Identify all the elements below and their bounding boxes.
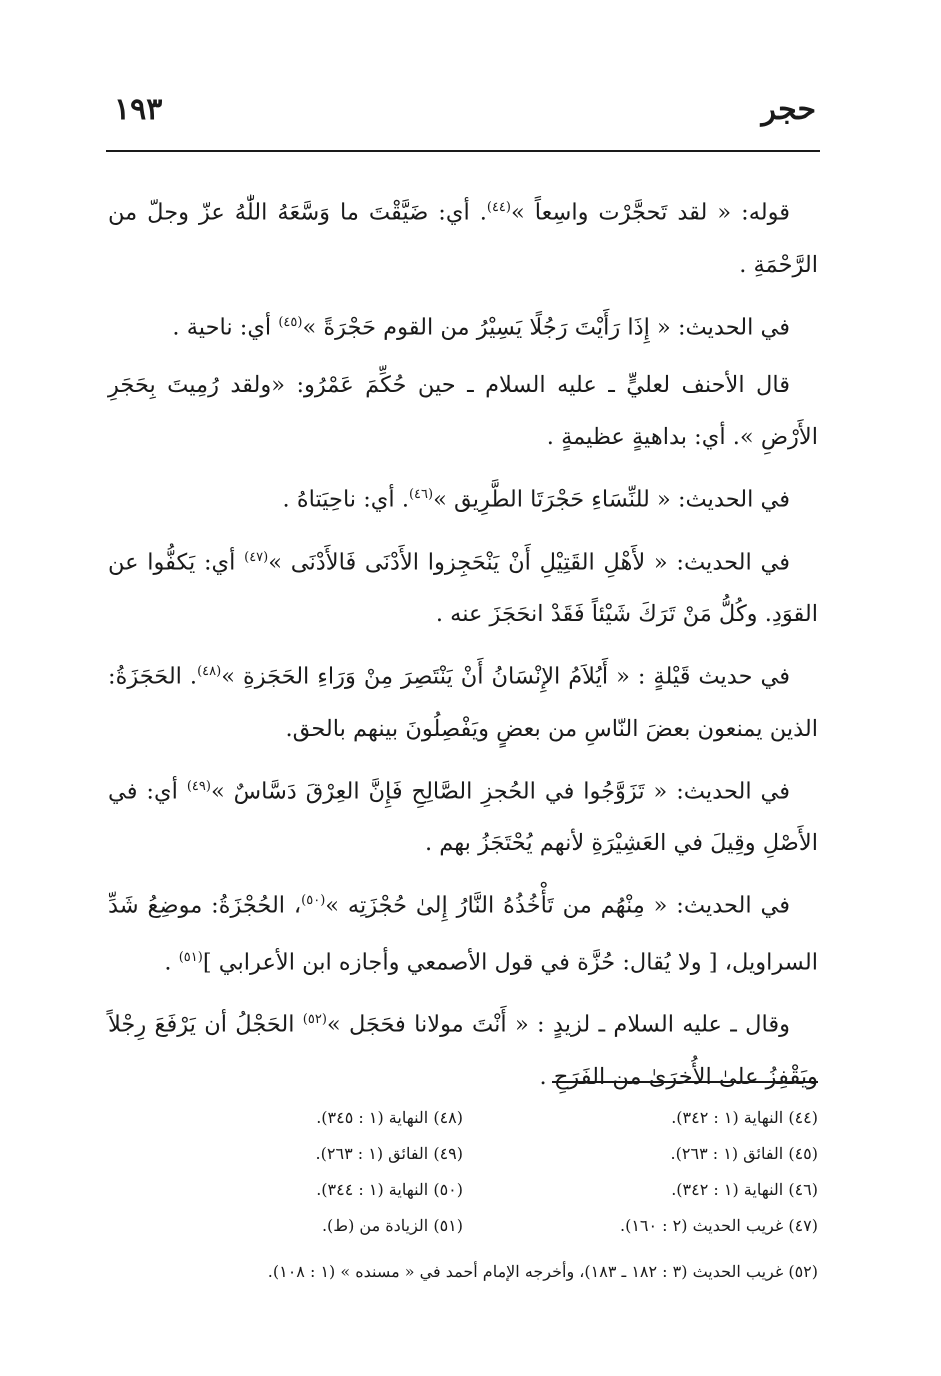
- footnote-marker: (٤٩): [186, 778, 211, 794]
- footnote-marker: (٥١): [178, 949, 203, 965]
- footnote-rule: [552, 1081, 818, 1083]
- footnote: (٤٥) الفائق (١ : ٢٦٣).: [670, 1144, 818, 1163]
- paragraph: قال الأحنف لعليٍّ ـ عليه السلام ـ حين حُكِّمَ عَمْرُو: «ولقد رُمِيتَ بِحَجَرِ الأَرْضِ ». أي: بداهيةٍ عظيمةٍ .: [108, 372, 818, 450]
- paragraph: في الحديث: « لأَهْلِ القَتِيْلِ أَنْ يَنْحَجِزوا الأَدْنَى فَالأَدْنَى »$^{(٤٧)}$ أي: يَكفُّوا عن القوَدِ. وكُلُّ مَنْ تَرَكَ شَيْئاً فَقَدْ انحَجَزَ عنه .: [108, 549, 818, 627]
- footnote-marker: (٥٢): [302, 1012, 327, 1027]
- paragraph: قوله: « لقد تَحجَّرْت واسِعاً »$^{(٤٤)}$. أي: ضَيَّقْتَ ما وَسَّعَهُ اللّٰهُ عزّ وجلّ من الرَّحْمَةِ .: [108, 199, 818, 278]
- paragraph: في الحديث: « للنِّسَاءِ حَجْرَتَا الطَّرِيق »$^{(٤٦)}$. أي: ناحِيَتاهُ .: [282, 486, 790, 513]
- footnote: (٤٦) النهاية (١ : ٣٤٢).: [671, 1180, 818, 1199]
- footnote-52: (٥٢) غريب الحديث (٣ : ١٨٢ ـ ١٨٣)، وأخرجه الإمام أحمد في « مسنده » (١ : ١٠٨).: [267, 1262, 818, 1281]
- footnote: (٤٨) النهاية (١ : ٣٤٥).: [316, 1108, 463, 1127]
- paragraph: في حديث قَيْلةٍ : « أَيُلاَمُ الإِنْسَانُ أَنْ يَنْتَصِرَ مِنْ وَرَاءِ الحَجَزةِ »$^{(٤٨)}$. الحَجَزَةُ: الذين يمنعون بعضَ النّاسِ من بعضٍ ويَفْصِلُونَ بينهم بالحق.: [108, 663, 818, 742]
- footnote: (٤٧) غريب الحديث (٢ : ١٦٠).: [619, 1216, 818, 1235]
- footnote-grid: [108, 1100, 818, 1244]
- paragraph: وقال ـ عليه السلام ـ لزيدٍ : « أَنْتَ مولانا فحَجَل »$^{(٥٢)}$ الحَجْلُ أن يَرْفَعَ رِجْلاً ويَقْفِزُ علىٰ الأُخرَىٰ من الفَرَحِ .: [108, 1011, 818, 1090]
- footnote: (٤٩) الفائق (١ : ٢٦٣).: [315, 1144, 463, 1163]
- footnote: (٤٤) النهاية (١ : ٣٤٢).: [671, 1108, 818, 1127]
- footnote: (٥١) الزيادة من (ط).: [321, 1216, 463, 1235]
- paragraph: في الحديث: « تَزَوَّجُوا في الحُجزِ الصَّالِحِ فَإِنَّ العِرْقَ دَسَّاسٌ »$^{(٤٩)}$ أي: في الأَصْلِ وقِيلَ في العَشِيْرَةِ لأنهم يُحْتَجَزُ بهم .: [108, 778, 818, 856]
- footnote: (٥٠) النهاية (١ : ٣٤٤).: [316, 1180, 463, 1199]
- paragraph: في الحديث: « إِذَا رَأَيْتَ رَجُلًا يَسِيْرُ من القوم حَجْرَةً »$^{(٤٥)}$ أي: ناحية .: [172, 314, 790, 340]
- footnote-marker: (٥٠): [301, 893, 326, 908]
- running-head: حجر: [761, 92, 816, 127]
- page-number: ١٩٣: [114, 92, 163, 127]
- footnote-marker: (٤٤): [486, 200, 511, 215]
- footnote-marker: (٤٦): [408, 487, 434, 502]
- page-header: [108, 92, 818, 142]
- footnote-marker: (٤٨): [197, 664, 222, 679]
- footnote-marker: (٤٥): [278, 314, 303, 330]
- header-rule: [106, 150, 820, 152]
- footnote-marker: (٤٧): [244, 549, 269, 565]
- body-text: [108, 182, 818, 1103]
- paragraph: في الحديث: « مِنْهُم من تَأْخُذُهُ النَّارُ إِلىٰ حُجْزَتِه »$^{(٥٠)}$، الحُجْزَةُ: موضِعُ شَدِّ السراويل، [ ولا يُقال: حُزَّة في قول الأصمعي وأجازه ابن الأعرابي ]$^{(٥١)}$ .: [108, 892, 818, 975]
- footnotes: [108, 1100, 818, 1290]
